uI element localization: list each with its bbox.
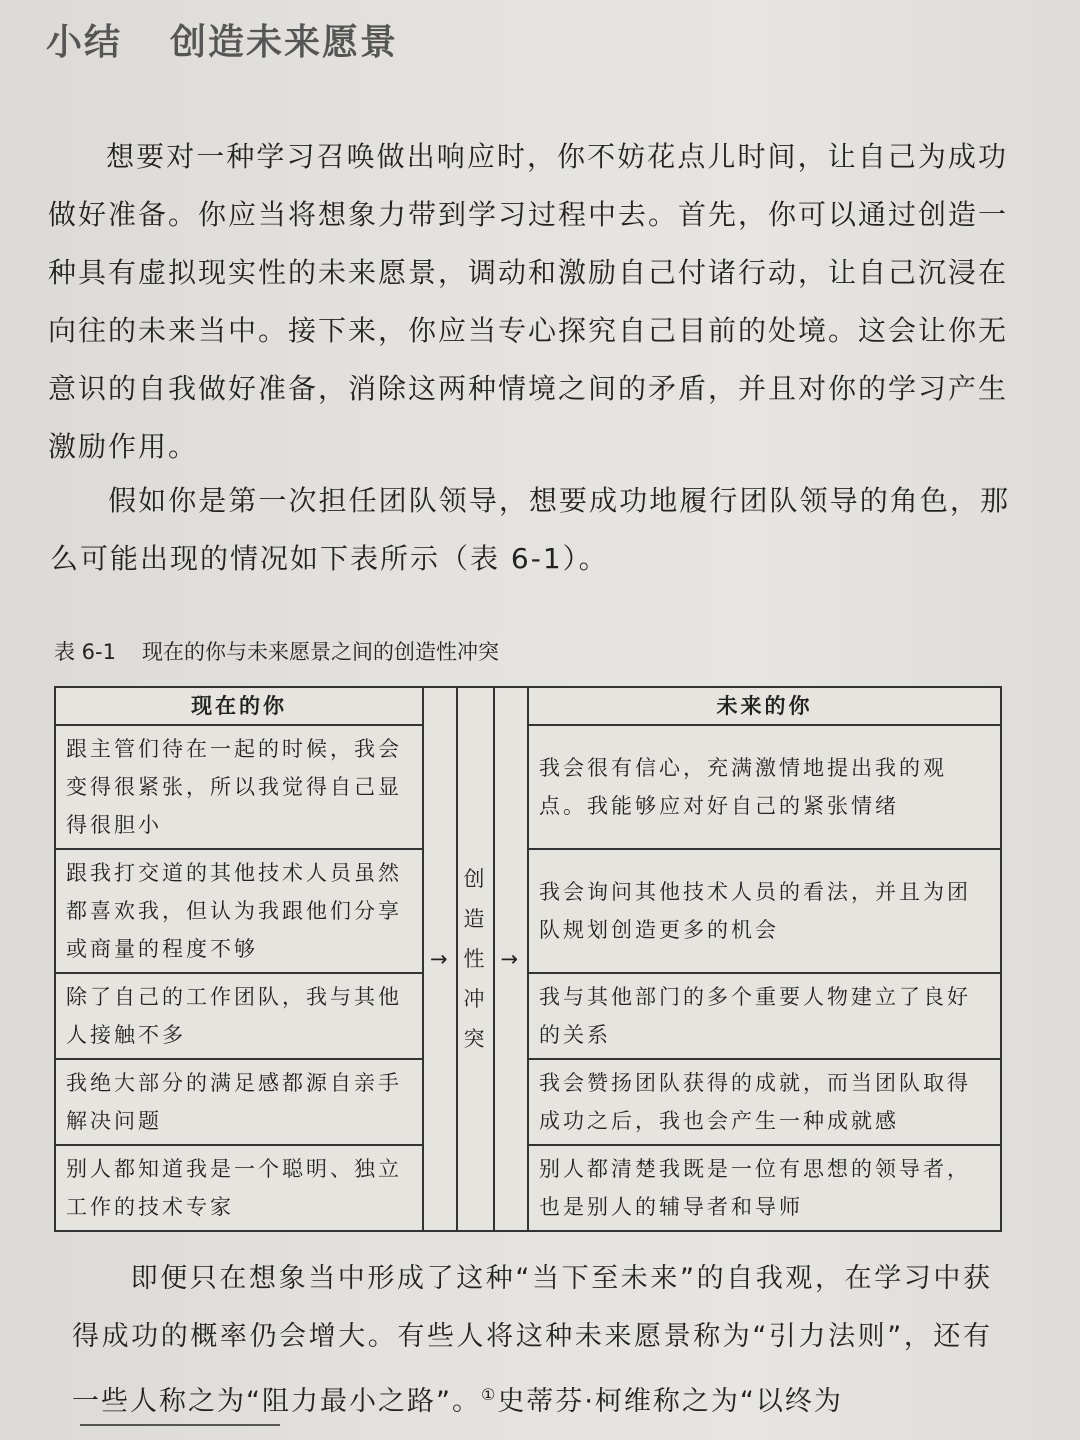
table-row — [55, 725, 1001, 849]
paragraph-closing — [72, 1250, 992, 1431]
table-caption — [54, 636, 499, 666]
section-heading — [46, 14, 398, 65]
arrow-right-icon: → — [500, 947, 522, 971]
paragraph-text: 假如你是第一次担任团队领导，想要成功地履行团队领导的角色，那么可能出现的情况如下表所示（表 6-1）。 — [50, 484, 1010, 575]
cell-future: 我会询问其他技术人员的看法，并且为团队规划创造更多的机会 — [528, 849, 1001, 973]
label-char: 突 — [463, 1027, 488, 1051]
table-row — [55, 973, 1001, 1059]
footnote-divider — [80, 1424, 280, 1426]
paragraph-intro — [48, 128, 1008, 476]
cell-now: 跟主管们待在一起的时候，我会变得很紧张，所以我觉得自己显得很胆小 — [55, 725, 423, 849]
arrow-right-icon: → — [429, 947, 451, 971]
paragraph-scenario — [50, 472, 1010, 588]
section-number: 小结 — [46, 22, 123, 63]
footnote-marker[interactable]: ① — [480, 1385, 498, 1404]
table-row — [55, 1059, 1001, 1145]
cell-future: 我与其他部门的多个重要人物建立了良好的关系 — [528, 973, 1001, 1059]
creative-conflict-label — [457, 687, 493, 1231]
table-number: 表 6-1 — [54, 640, 116, 664]
table-row — [55, 849, 1001, 973]
table-title: 现在的你与未来愿景之间的创造性冲突 — [141, 640, 499, 664]
label-char: 冲 — [463, 987, 488, 1011]
cell-now: 除了自己的工作团队，我与其他人接触不多 — [55, 973, 423, 1059]
cell-future: 我会赞扬团队获得的成就，而当团队取得成功之后，我也会产生一种成就感 — [528, 1059, 1001, 1145]
paragraph-text-continued: 史蒂芬·柯维称之为“以终为 — [497, 1386, 843, 1417]
arrow-column-right — [494, 687, 528, 1231]
cell-future: 我会很有信心，充满激情地提出我的观点。我能够应对好自己的紧张情绪 — [528, 725, 1001, 849]
label-char: 性 — [463, 947, 488, 971]
section-title: 创造未来愿景 — [170, 22, 399, 63]
cell-now: 我绝大部分的满足感都源自亲手解决问题 — [55, 1059, 423, 1145]
cell-future: 别人都清楚我既是一位有思想的领导者，也是别人的辅导者和导师 — [528, 1145, 1001, 1231]
label-char: 创 — [463, 867, 488, 891]
table-row — [55, 1145, 1001, 1231]
label-char: 造 — [463, 907, 488, 931]
header-now: 现在的你 — [55, 687, 423, 725]
cell-now: 别人都知道我是一个聪明、独立工作的技术专家 — [55, 1145, 423, 1231]
table-header-row — [55, 687, 1001, 725]
arrow-column-left — [423, 687, 457, 1231]
paragraph-text: 想要对一种学习召唤做出响应时，你不妨花点儿时间，让自己为成功做好准备。你应当将想象力带到学习过程中去。首先，你可以通过创造一种具有虚拟现实性的未来愿景，调动和激励自己付诸行动，让自己沉浸在向往的未来当中。接下来，你应当专心探究自己目前的处境。这会让你无意识的自我做好准备，消除这两种情境之间的矛盾，并且对你的学习产生激励作用。 — [48, 140, 1009, 463]
header-future: 未来的你 — [528, 687, 1001, 725]
cell-now: 跟我打交道的其他技术人员虽然都喜欢我，但认为我跟他们分享或商量的程度不够 — [55, 849, 423, 973]
paragraph-text: 即便只在想象当中形成了这种“当下至未来”的自我观，在学习中获得成功的概率仍会增大。有些人将这种未来愿景称为“引力法则”，还有一些人称之为“阻力最小之路”。 — [72, 1263, 992, 1417]
creative-conflict-table — [54, 686, 1002, 1232]
